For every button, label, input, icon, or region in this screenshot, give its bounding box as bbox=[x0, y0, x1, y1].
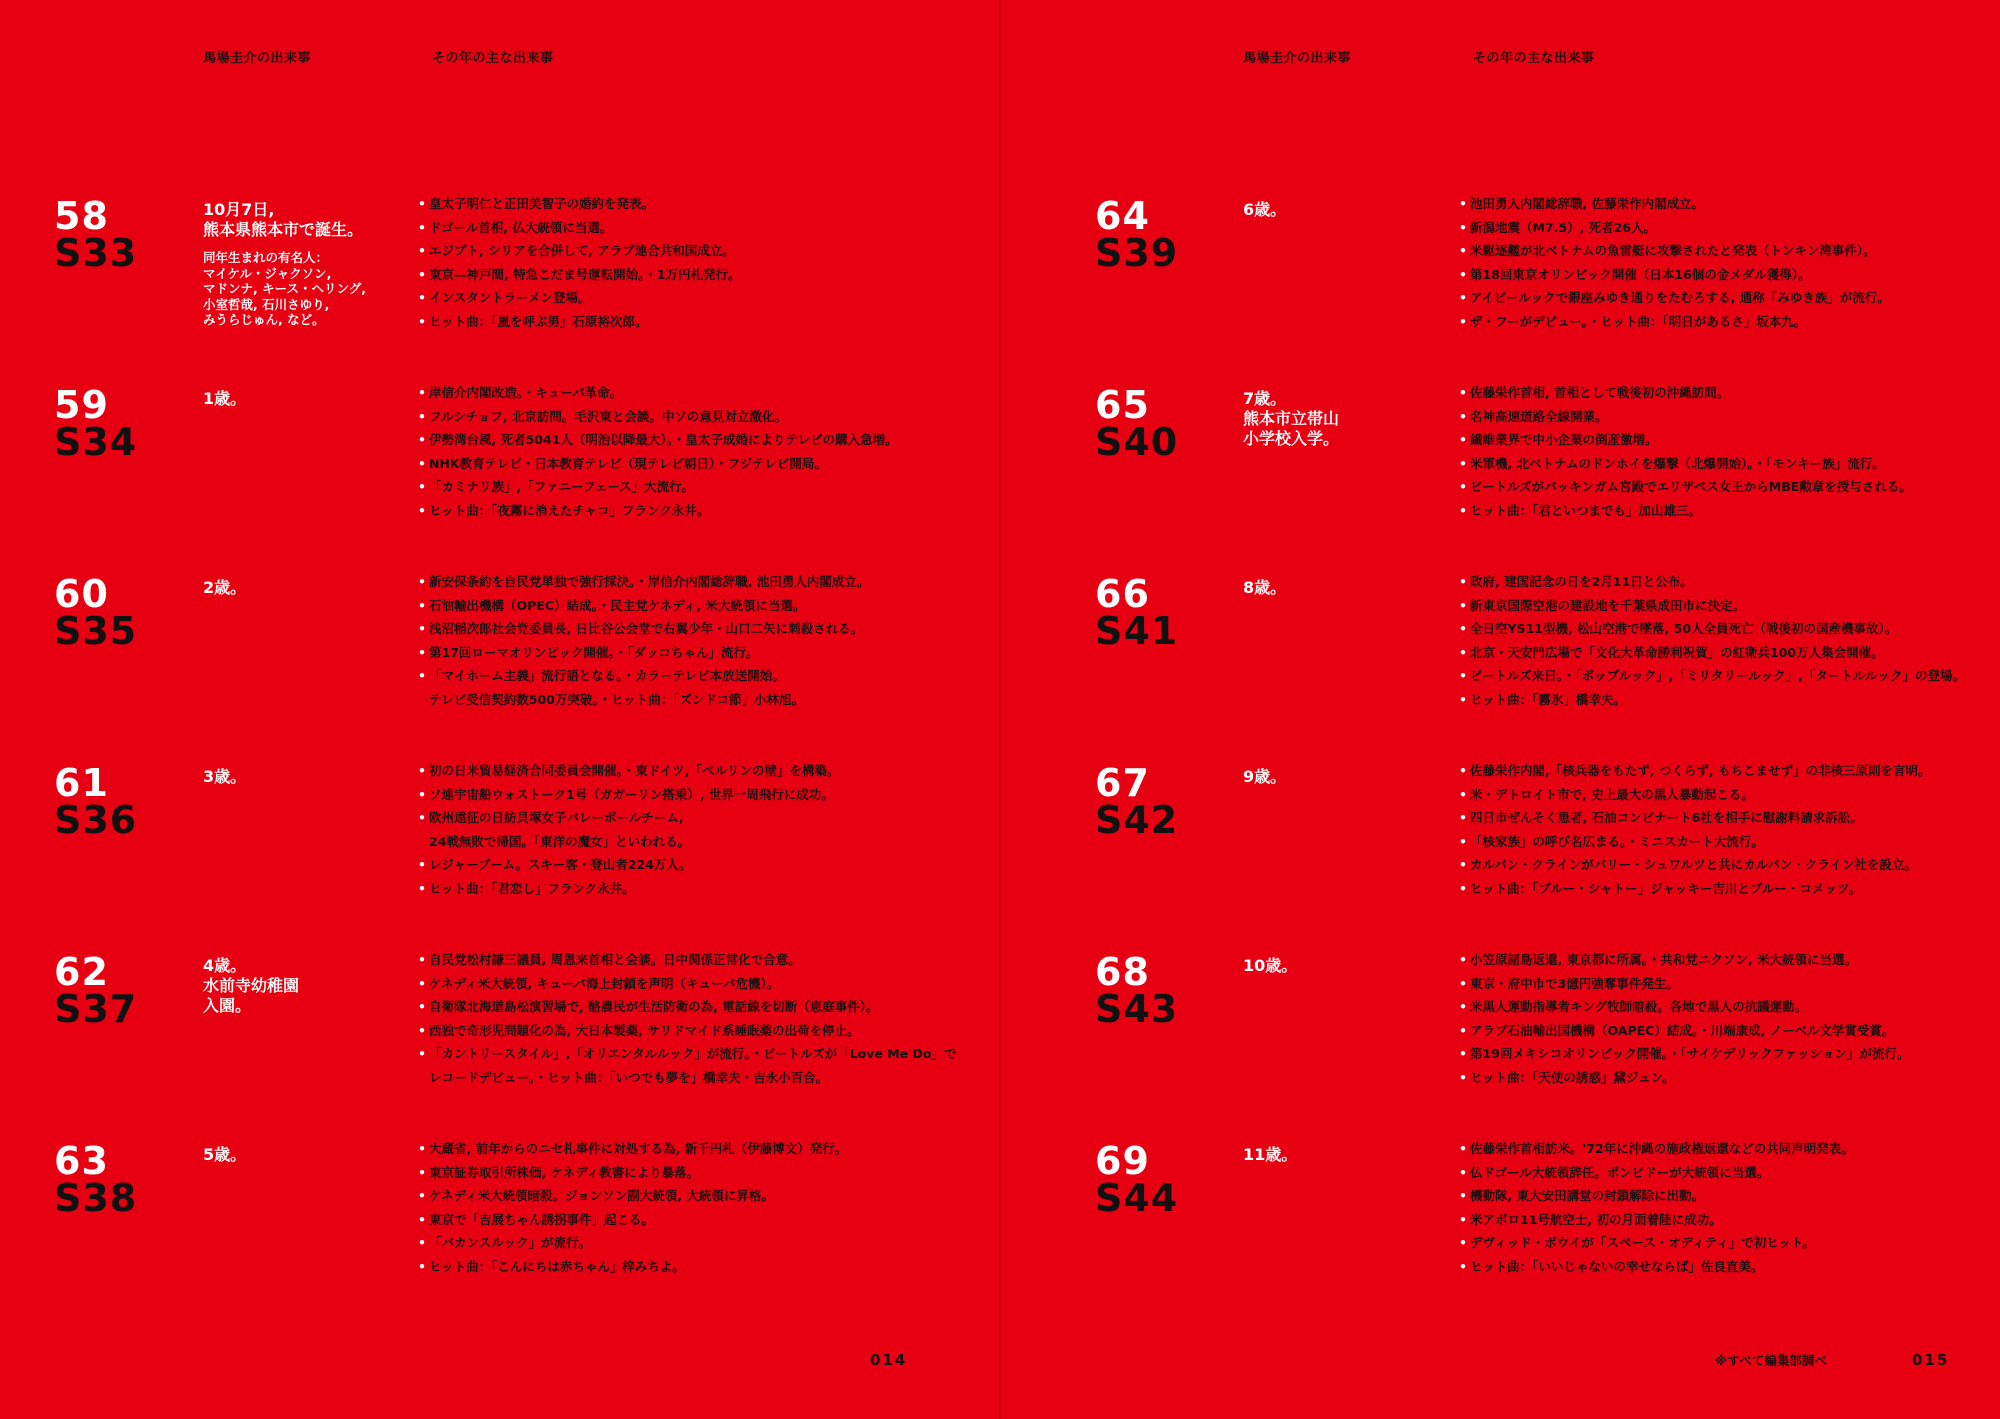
world-event: • 西独で奇形児問題化の為, 大日本製薬, サリドマイド系睡眠薬の出荷を停止。 bbox=[418, 1019, 956, 1043]
world-event: • ザ・フーがデビュー。・ヒット曲：「明日があるさ」坂本九。 bbox=[1459, 310, 1890, 334]
world-events-list bbox=[1459, 948, 1909, 1089]
world-event: • 米黒人運動指導者キング牧師暗殺。各地で黒人の抗議運動。 bbox=[1459, 995, 1909, 1019]
world-event: • 東京で「吉展ちゃん誘拐事件」起こる。 bbox=[418, 1208, 847, 1232]
showa-year: S43 bbox=[1095, 987, 1179, 1031]
world-events-list bbox=[418, 381, 898, 522]
showa-year: S38 bbox=[54, 1176, 138, 1220]
same-year-births: 同年生まれの有名人： マイケル・ジャクソン, マドンナ, キース・ヘリング, 小室哲哉, 石川さゆり, みうらじゅん, など。 bbox=[203, 250, 366, 327]
year-label bbox=[54, 950, 138, 1031]
world-event: • ヒット曲：「霧氷」橋幸夫。 bbox=[1459, 688, 1965, 712]
year-label bbox=[54, 1139, 138, 1220]
world-event: テレビ受信契約数500万突破。・ヒット曲：「ズンドコ節」小林旭。 bbox=[429, 691, 804, 707]
column-header-personal: 馬場圭介の出来事 bbox=[203, 51, 312, 66]
world-event: • 四日市ぜんそく患者, 石油コンビナート6社を相手に慰謝料請求訴訟。 bbox=[1459, 806, 1930, 830]
year-number: 62 bbox=[54, 950, 109, 994]
personal-event-line: 8歳。 bbox=[1243, 578, 1287, 597]
showa-year: S41 bbox=[1095, 609, 1179, 653]
world-event: • 池田勇人内閣総辞職, 佐藤栄作内閣成立。 bbox=[1459, 192, 1890, 216]
world-event: • 仏ドゴール大統領辞任。ポンピドーが大統領に当選。 bbox=[1459, 1161, 1854, 1185]
world-event: • 皇太子明仁と正田美智子の婚約を発表。 bbox=[418, 192, 741, 216]
year-number: 63 bbox=[54, 1139, 109, 1183]
world-event: • ビートルズがバッキンガム宮殿でエリザベス女王からMBE勲章を授与される。 bbox=[1459, 475, 1912, 499]
world-event: • 大蔵省, 前年からのニセ札事件に対処する為, 新千円札（伊藤博文）発行。 bbox=[418, 1137, 847, 1161]
year-label bbox=[54, 383, 138, 464]
world-event: • 繊維業界で中小企業の倒産激増。 bbox=[1459, 428, 1912, 452]
world-event: • 米駆逐艦が北ベトナムの魚雷艇に攻撃されたと発表（トンキン湾事件）。 bbox=[1459, 239, 1890, 263]
personal-event bbox=[203, 956, 299, 1016]
world-events-list bbox=[1459, 570, 1965, 711]
year-label bbox=[54, 761, 138, 842]
year-number: 68 bbox=[1095, 950, 1150, 994]
showa-year: S40 bbox=[1095, 420, 1179, 464]
column-header-world: その年の主な出来事 bbox=[432, 51, 554, 66]
world-event: • ヒット曲：「君といつまでも」加山雄三。 bbox=[1459, 499, 1912, 523]
personal-event bbox=[1243, 578, 1286, 598]
world-event: • レジャーブーム。スキー客・登山者224万人。 bbox=[418, 853, 839, 877]
world-event: レコードデビュー。・ヒット曲：「いつでも夢を」橋幸夫・吉永小百合。 bbox=[429, 1069, 829, 1085]
world-event: • 新潟地震（M7.5）, 死者26人。 bbox=[1459, 216, 1890, 240]
source-note: ※すべて編集部調べ bbox=[1715, 1353, 1827, 1368]
personal-event-line: 10歳。 bbox=[1243, 956, 1298, 975]
personal-event-line: 2歳。 bbox=[203, 578, 247, 597]
year-label bbox=[1095, 1139, 1179, 1220]
world-event: • 機動隊, 東大安田講堂の封鎖解除に出動。 bbox=[1459, 1184, 1854, 1208]
world-event: • アイビールックで銀座みゆき通りをたむろする, 通称「みゆき族」が流行。 bbox=[1459, 286, 1890, 310]
personal-event-line: 4歳。 bbox=[203, 956, 247, 975]
world-event: • 米・デトロイト市で, 史上最大の黒人暴動起こる。 bbox=[1459, 783, 1930, 807]
year-number: 58 bbox=[54, 194, 109, 238]
world-event: • ヒット曲：「こんにちは赤ちゃん」梓みちよ。 bbox=[418, 1255, 847, 1279]
world-event: • 新安保条約を自民党単独で強行採決。・岸信介内閣総辞職, 池田勇人内閣成立。 bbox=[418, 570, 869, 594]
world-event: • 東京―神戸間, 特急こだま号運転開始。・1万円札発行。 bbox=[418, 263, 741, 287]
world-event: • 「バカンスルック」が流行。 bbox=[418, 1231, 847, 1255]
personal-event-line: 11歳。 bbox=[1243, 1145, 1298, 1164]
world-events-list bbox=[418, 759, 839, 900]
world-event: • ヒット曲：「天使の誘惑」黛ジュン。 bbox=[1459, 1066, 1909, 1090]
world-event: • ビートルズ来日。・「ポップルック」,「ミリタリールック」,「タートルルック」の登場。 bbox=[1459, 664, 1965, 688]
world-event: • ドゴール首相, 仏大統領に当選。 bbox=[418, 216, 741, 240]
world-events-list bbox=[1459, 192, 1890, 333]
column-header-world: その年の主な出来事 bbox=[1473, 51, 1595, 66]
personal-event-line: 熊本市立帯山 bbox=[1243, 409, 1340, 428]
world-event: • 欧州遠征の日紡貝塚女子バレーボールチーム, bbox=[418, 806, 839, 830]
personal-event-line: 7歳。 bbox=[1243, 389, 1287, 408]
personal-event-line: 6歳。 bbox=[1243, 200, 1287, 219]
personal-event-line: 3歳。 bbox=[203, 767, 247, 786]
world-event: • 米軍機, 北ベトナムのドンホイを爆撃（北爆開始）。・「モンキー族」流行。 bbox=[1459, 452, 1912, 476]
world-event: 24戦無敗で帰国。「東洋の魔女」といわれる。 bbox=[429, 833, 691, 849]
showa-year: S35 bbox=[54, 609, 138, 653]
showa-year: S42 bbox=[1095, 798, 1179, 842]
year-number: 66 bbox=[1095, 572, 1150, 616]
world-events-list bbox=[418, 192, 741, 333]
personal-event-line: 入園。 bbox=[203, 996, 252, 1015]
world-events-list bbox=[1459, 759, 1930, 900]
world-event: • 初の日米貿易経済合同委員会開催。・東ドイツ,「ベルリンの壁」を構築。 bbox=[418, 759, 839, 783]
world-event: • 「核家族」の呼び名広まる。・ミニスカート大流行。 bbox=[1459, 830, 1930, 854]
personal-event bbox=[1243, 200, 1286, 220]
world-event: • 石油輸出機構（OPEC）結成。・民主党ケネディ, 米大統領に当選。 bbox=[418, 594, 869, 618]
world-event: • エジプト, シリアを合併して, アラブ連合共和国成立。 bbox=[418, 239, 741, 263]
world-event: • 「カミナリ族」,「ファニーフェース」大流行。 bbox=[418, 475, 898, 499]
world-event: • 小笠原諸島返還, 東京都に所属。・共和党ニクソン, 米大統領に当選。 bbox=[1459, 948, 1909, 972]
world-event: • 自民党松村謙三議員, 周恩来首相と会談。日中関係正常化で合意。 bbox=[418, 948, 956, 972]
personal-event bbox=[203, 767, 246, 787]
personal-event-line: 1歳。 bbox=[203, 389, 247, 408]
world-event: • 「マイホーム主義」流行語となる。・カラーテレビ本放送開始。 bbox=[418, 664, 869, 688]
year-label bbox=[1095, 194, 1179, 275]
personal-event bbox=[1243, 956, 1297, 976]
world-event: • 岸信介内閣改造。・キューバ革命。 bbox=[418, 381, 898, 405]
world-event: • 米アポロ11号航空士, 初の月面着陸に成功。 bbox=[1459, 1208, 1854, 1232]
year-label bbox=[1095, 950, 1179, 1031]
world-event: • 北京・天安門広場で「文化大革命勝利祝賀」の紅衛兵100万人集会開催。 bbox=[1459, 641, 1965, 665]
world-event: • アラブ石油輸出国機構（OAPEC）結成。・川端康成, ノーベル文学賞受賞。 bbox=[1459, 1019, 1909, 1043]
world-event: • 政府, 建国記念の日を2月11日と公布。 bbox=[1459, 570, 1965, 594]
personal-event-line: 水前寺幼稚園 bbox=[203, 976, 300, 995]
personal-event-line: 10月7日, bbox=[203, 200, 275, 219]
showa-year: S36 bbox=[54, 798, 138, 842]
world-event: • カルバン・クラインがバリー・シュワルツと共にカルバン・クライン社を設立。 bbox=[1459, 853, 1930, 877]
year-label bbox=[1095, 383, 1179, 464]
year-label bbox=[1095, 761, 1179, 842]
showa-year: S34 bbox=[54, 420, 138, 464]
world-event: • 「カントリースタイル」,「オリエンタルルック」が流行。・ビートルズが「Love Me Do」で bbox=[418, 1042, 956, 1066]
personal-event-line: 熊本県熊本市で誕生。 bbox=[203, 220, 364, 239]
personal-event bbox=[203, 200, 366, 328]
year-number: 69 bbox=[1095, 1139, 1150, 1183]
column-header-personal: 馬場圭介の出来事 bbox=[1243, 51, 1352, 66]
world-event: • 第17回ローマオリンピック開催。・「ダッコちゃん」流行。 bbox=[418, 641, 869, 665]
world-event: • ヒット曲：「嵐を呼ぶ男」石原裕次郎。 bbox=[418, 310, 741, 334]
year-number: 65 bbox=[1095, 383, 1150, 427]
world-event: • 佐藤栄作首相訪米。'72年に沖縄の施政権返還などの共同声明発表。 bbox=[1459, 1137, 1854, 1161]
personal-event bbox=[203, 1145, 246, 1165]
world-event: • 東京証券取引所株価, ケネディ教書により暴落。 bbox=[418, 1161, 847, 1185]
world-event: • ケネディ米大統領, キューバ海上封鎖を声明（キューバ危機）。 bbox=[418, 972, 956, 996]
world-event: • 東京・府中市で3億円強奪事件発生。 bbox=[1459, 972, 1909, 996]
personal-event bbox=[203, 578, 246, 598]
showa-year: S39 bbox=[1095, 231, 1179, 275]
year-number: 64 bbox=[1095, 194, 1150, 238]
world-event: • ヒット曲：「ブルー・シャトー」ジャッキー吉川とブルー・コメッツ。 bbox=[1459, 877, 1930, 901]
world-event: • ソ連宇宙船ウォストーク1号（ガガーリン搭乗）, 世界一周飛行に成功。 bbox=[418, 783, 839, 807]
world-event: • 佐藤栄作首相, 首相として戦後初の沖縄訪問。 bbox=[1459, 381, 1912, 405]
personal-event bbox=[203, 389, 246, 409]
right-page bbox=[1000, 0, 2000, 1419]
showa-year: S44 bbox=[1095, 1176, 1179, 1220]
world-event: • デヴィッド・ボウイが「スペース・オディティ」で初ヒット。 bbox=[1459, 1231, 1854, 1255]
world-event: • 佐藤栄作内閣,「核兵器をもたず, つくらず, もちこませず」の非核三原則を言明。 bbox=[1459, 759, 1930, 783]
year-label bbox=[54, 194, 138, 275]
year-number: 61 bbox=[54, 761, 109, 805]
world-event: • ヒット曲：「夜霧に消えたチャコ」フランク永井。 bbox=[418, 499, 898, 523]
world-event: • 自衛隊北海道島松演習場で, 酪農民が生活防衛の為, 電話線を切断（恵庭事件）。 bbox=[418, 995, 956, 1019]
world-event: • 第19回メキシコオリンピック開催。・「サイケデリックファッション」が流行。 bbox=[1459, 1042, 1909, 1066]
personal-event bbox=[1243, 389, 1339, 449]
year-number: 59 bbox=[54, 383, 109, 427]
world-event: • 新東京国際空港の建設地を千葉県成田市に決定。 bbox=[1459, 594, 1965, 618]
personal-event-line: 5歳。 bbox=[203, 1145, 247, 1164]
world-event: • 第18回東京オリンピック開催（日本16個の金メダル獲得）。 bbox=[1459, 263, 1890, 287]
world-events-list bbox=[1459, 381, 1912, 522]
personal-event-line: 9歳。 bbox=[1243, 767, 1287, 786]
showa-year: S33 bbox=[54, 231, 138, 275]
page-number: 015 bbox=[1912, 1351, 1950, 1369]
world-event: • 浅沼稲次郎社会党委員長, 日比谷公会堂で右翼少年・山口二矢に刺殺される。 bbox=[418, 617, 869, 641]
world-event: • 名神高速道路全線開業。 bbox=[1459, 405, 1912, 429]
personal-event-line: 小学校入学。 bbox=[1243, 429, 1340, 448]
year-label bbox=[54, 572, 138, 653]
world-events-list bbox=[418, 1137, 847, 1278]
world-events-list bbox=[418, 570, 869, 711]
world-event: • 伊勢湾台風, 死者5041人（明治以降最大）。・皇太子成婚によりテレビの購入急増。 bbox=[418, 428, 898, 452]
world-event: • 全日空YS11型機, 松山空港で墜落, 50人全員死亡（戦後初の国産機事故）。 bbox=[1459, 617, 1965, 641]
world-event: • ヒット曲：「いいじゃないの幸せならば」佐良直美。 bbox=[1459, 1255, 1854, 1279]
world-event: • ヒット曲：「君恋し」フランク永井。 bbox=[418, 877, 839, 901]
personal-event bbox=[1243, 1145, 1297, 1165]
page-number: 014 bbox=[870, 1351, 908, 1369]
year-label bbox=[1095, 572, 1179, 653]
world-event: • フルシチョフ, 北京訪問。毛沢東と会談。中ソの意見対立激化。 bbox=[418, 405, 898, 429]
personal-event bbox=[1243, 767, 1286, 787]
year-number: 60 bbox=[54, 572, 109, 616]
year-number: 67 bbox=[1095, 761, 1150, 805]
world-event: • インスタントラーメン登場。 bbox=[418, 286, 741, 310]
world-event: • ケネディ米大統領暗殺。ジョンソン副大統領, 大統領に昇格。 bbox=[418, 1184, 847, 1208]
world-events-list bbox=[1459, 1137, 1854, 1278]
showa-year: S37 bbox=[54, 987, 138, 1031]
world-event: • NHK教育テレビ・日本教育テレビ（現テレビ朝日）・フジテレビ開局。 bbox=[418, 452, 898, 476]
world-events-list bbox=[418, 948, 956, 1089]
